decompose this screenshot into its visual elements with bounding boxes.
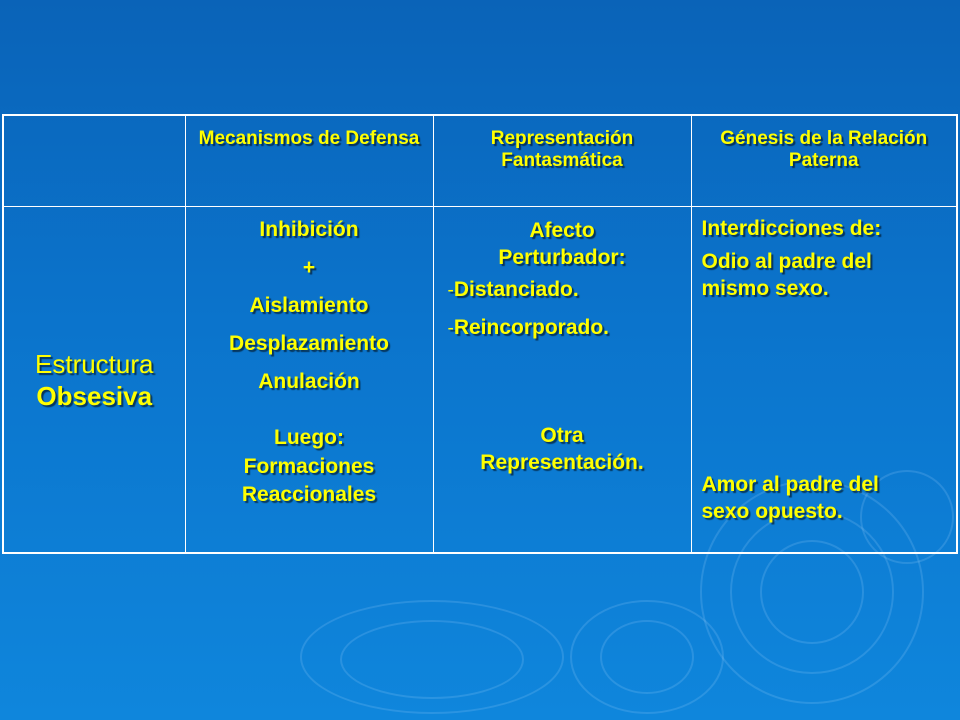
representation-other — [442, 422, 683, 476]
ripple-decoration — [300, 600, 564, 714]
mechanism-item: + — [302, 256, 316, 279]
ripple-decoration — [600, 620, 694, 694]
dash-bullet: - — [447, 280, 454, 301]
ripple-decoration — [570, 600, 724, 714]
mechanism-item: Anulación — [258, 370, 360, 393]
genesis-second — [702, 471, 947, 525]
genesis-intro: Interdicciones de: — [701, 217, 882, 240]
representation-title: Afecto — [529, 219, 595, 242]
mechanism-later: Luego: — [274, 426, 344, 449]
genesis-line: mismo sexo. — [701, 277, 829, 300]
mechanism-item: Aislamiento — [249, 294, 369, 317]
comparison-table — [2, 114, 958, 554]
representation-cell — [433, 207, 691, 554]
representation-item-text: Distanciado. — [453, 278, 579, 301]
mechanism-formation: Formaciones — [243, 455, 375, 478]
header-text: Génesis de la Relación Paterna — [720, 128, 928, 171]
representation-other-line: Representación. — [480, 451, 644, 474]
row-label-line: Obsesiva — [36, 380, 153, 411]
data-row — [3, 207, 957, 554]
representation-item — [448, 309, 683, 347]
genesis-line: Amor al padre del — [701, 473, 879, 496]
header-cell-empty — [3, 115, 185, 207]
genesis-line: Odio al padre del — [701, 250, 872, 273]
header-text: Representación Fantasmática — [490, 128, 634, 171]
ripple-decoration — [760, 540, 864, 644]
representation-title: Perturbador: — [498, 246, 626, 269]
header-row — [3, 115, 957, 207]
header-genesis — [691, 115, 957, 207]
genesis-first — [702, 248, 947, 302]
representation-item — [448, 271, 683, 309]
representation-item-text: Reincorporado. — [453, 316, 610, 339]
genesis-line: sexo opuesto. — [701, 500, 843, 523]
dash-bullet: - — [447, 318, 454, 339]
header-representacion — [433, 115, 691, 207]
header-text: Mecanismos de Defensa — [198, 128, 420, 149]
header-mecanismos — [185, 115, 433, 207]
mechanism-item: Inhibición — [259, 218, 359, 241]
mechanism-formation: Reaccionales — [241, 483, 377, 506]
representation-other-line: Otra — [540, 424, 584, 447]
genesis-cell — [691, 207, 957, 554]
row-label-cell — [3, 207, 185, 554]
row-label-line: Estructura — [35, 348, 154, 379]
ripple-decoration — [340, 620, 524, 699]
mechanisms-cell — [185, 207, 433, 554]
mechanism-item: Desplazamiento — [229, 332, 389, 355]
